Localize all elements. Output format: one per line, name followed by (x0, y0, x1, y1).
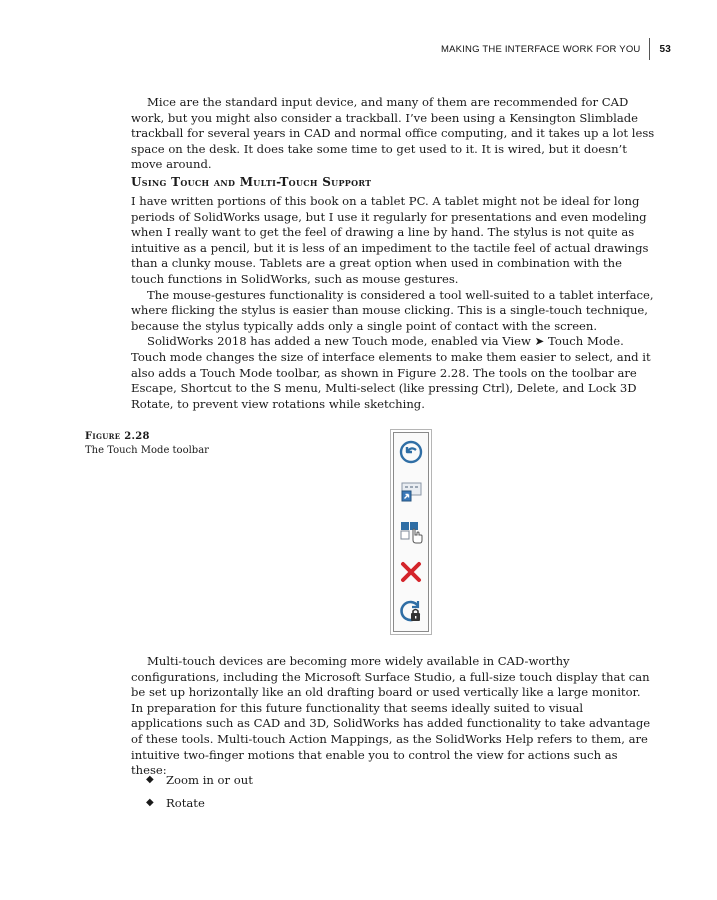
page-number: 53 (659, 43, 671, 55)
section-paragraph: I have written portions of this book on a tablet PC. A tablet might not be ideal for long periods of SolidWorks usage, but I use it regularly for presentations and even modeling when I really want to get the feel of drawing a line by hand. The stylus is not quite as intuitive as a pencil, but it is less of an impediment to the tactile feel of actual drawings than a clunky mouse. Tablets are a great option when used in combination with the touch functions in SolidWorks, such as mouse gestures. (131, 194, 649, 286)
list-item-text: Rotate (166, 795, 205, 810)
figure-caption (85, 430, 245, 458)
delete-icon (398, 559, 424, 585)
multitouch-paragraph: Multi-touch devices are becoming more widely available in CAD-worthy configurations, including the Microsoft Surface Studio, a full-size touch display that can be set up horizontally like an old drafting board or used vertically like a large monitor. In preparation for this future functionality that seems ideally suited to visual applications such as CAD and 3D, SolidWorks has added functionality to take advantage of these tools. Multi-touch Action Mappings, as the SolidWorks Help refers to them, are intuitive two-finger motions that enable you to control the view for actions such as these: (131, 654, 651, 778)
diamond-bullet-icon: ◆ (146, 774, 154, 785)
multi-select-icon (398, 519, 424, 545)
running-title: MAKING THE INTERFACE WORK FOR YOU (441, 43, 641, 55)
shortcut-s-menu-icon (398, 478, 424, 504)
list-item (146, 791, 253, 814)
running-head (441, 38, 671, 60)
list-item (146, 768, 253, 791)
touch-mode-toolbar-figure (390, 429, 432, 635)
multitouch-block (131, 654, 656, 779)
intro-block (131, 95, 656, 173)
header-divider (649, 38, 650, 60)
multi-select-button[interactable] (398, 519, 424, 545)
list-item-text: Zoom in or out (166, 772, 253, 787)
section-heading: Using Touch and Multi-Touch Support (131, 175, 372, 189)
section-paragraph: The mouse-gestures functionality is considered a tool well-suited to a tablet interface, where flicking the stylus is easier than mouse clicking. This is a single-touch technique, because the stylus typically adds only a single point of contact with the screen. (131, 287, 654, 333)
shortcut-s-menu-button[interactable] (398, 478, 424, 504)
figure-caption-text: The Touch Mode toolbar (85, 445, 209, 456)
delete-button[interactable] (398, 559, 424, 585)
intro-paragraph: Mice are the standard input device, and many of them are recommended for CAD work, but you might also consider a trackball. I’ve been using a Kensington Slimblade trackball for several years in CAD and normal office computing, and it takes up a lot less space on the desk. It does take some time to get used to it. It is wired, but it doesn’t move around. (131, 95, 655, 172)
lock-3d-rotate-icon (398, 598, 424, 624)
figure-label: Figure 2.28 (85, 431, 150, 442)
section-body (131, 194, 656, 412)
lock-3d-rotate-button[interactable] (398, 598, 424, 624)
diamond-bullet-icon: ◆ (146, 797, 154, 808)
escape-button[interactable] (398, 439, 424, 465)
touch-mode-toolbar (393, 432, 429, 632)
escape-icon (398, 439, 424, 465)
section-paragraph: SolidWorks 2018 has added a new Touch mode, enabled via View ➤ Touch Mode. Touch mode changes the size of interface elements to make them easier to select, and it also adds a Touch Mode toolbar, as shown in Figure 2.28. The tools on the toolbar are Escape, Shortcut to the S menu, Multi-select (like pressing Ctrl), Delete, and Lock 3D Rotate, to prevent view rotations while sketching. (131, 334, 651, 411)
bullet-list (146, 768, 253, 814)
